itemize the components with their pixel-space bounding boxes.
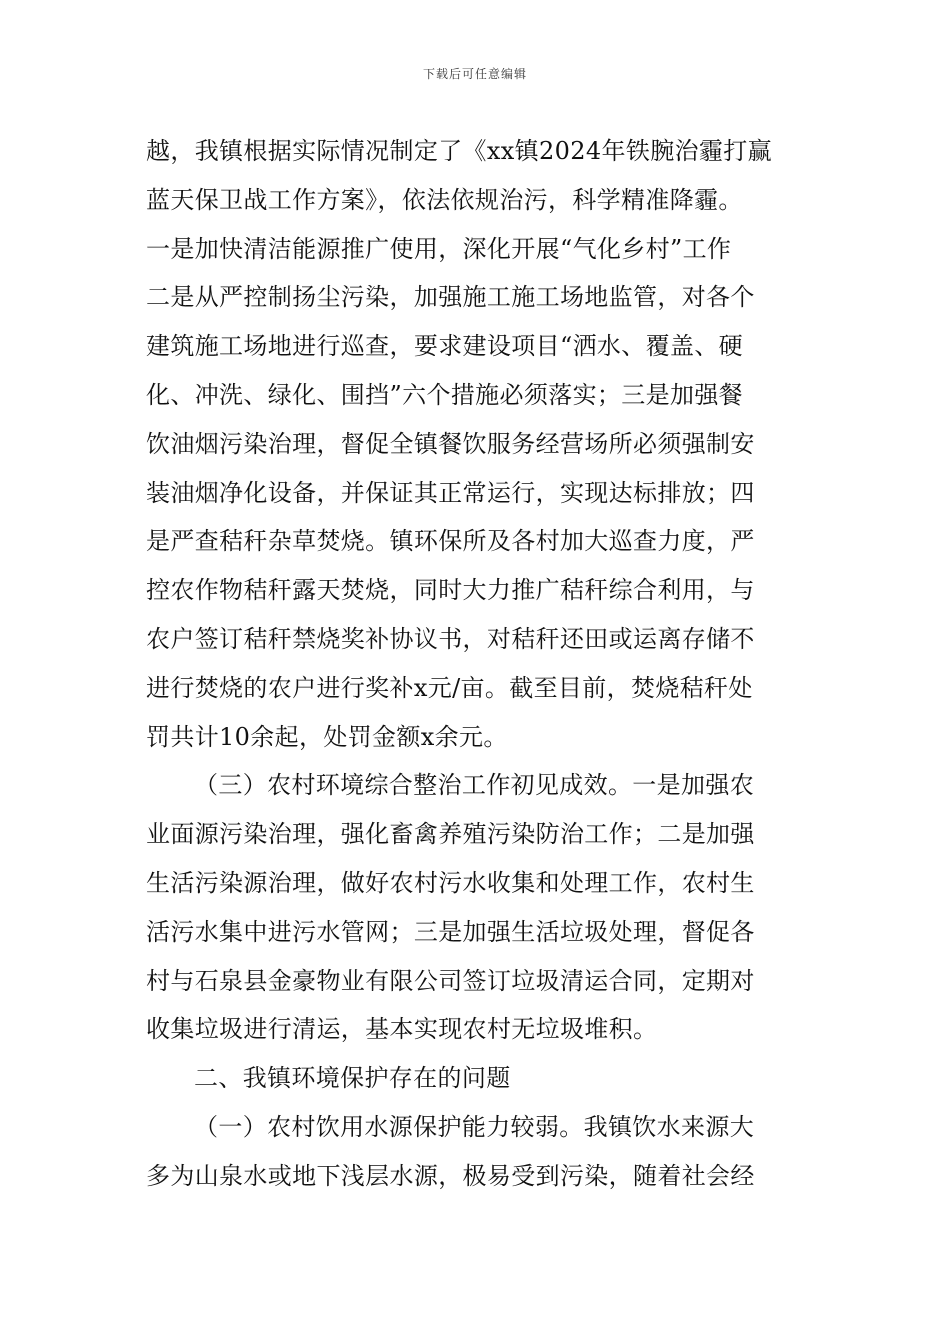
text-line: 蓝天保卫战工作方案》，依法依规治污，科学精准降霾。 <box>146 185 743 214</box>
text-line: 生活污染源治理，做好农村污水收集和处理工作，农村生 <box>146 868 755 897</box>
text-line: 越，我镇根据实际情况制定了《xx镇2024年铁腕治霾打赢 <box>146 137 772 165</box>
header-note: 下载后可任意编辑 <box>422 67 527 81</box>
text-line: 装油烟净化设备，并保证其正常运行，实现达标排放；四 <box>146 478 755 507</box>
text-line: 控农作物秸秆露天焚烧，同时大力推广秸秆综合利用，与 <box>146 576 755 605</box>
text-line: 进行焚烧的农户进行奖补x元/亩。截至目前，焚烧秸秆处 <box>146 673 753 702</box>
section-heading: 二、我镇环境保护存在的问题 <box>194 1064 511 1093</box>
text-line: 活污水集中进污水管网；三是加强生活垃圾处理，督促各 <box>146 917 755 946</box>
document-body <box>146 127 808 1201</box>
text-line: 是严查秸秆杂草焚烧。镇环保所及各村加大巡查力度，严 <box>146 527 755 556</box>
text-line: 建筑施工场地进行巡查，要求建设项目“洒水、覆盖、硬 <box>146 332 744 361</box>
paragraph-heading-1: （一）农村饮用水源保护能力较弱。我镇饮水来源大 <box>194 1112 755 1141</box>
text-line: 一是加快清洁能源推广使用，深化开展“气化乡村”工作 <box>146 234 732 263</box>
text-line: 农户签订秸秆禁烧奖补协议书，对秸秆还田或运离存储不 <box>146 624 755 653</box>
text-line: 饮油烟污染治理，督促全镇餐饮服务经营场所必须强制安 <box>146 429 755 458</box>
text-line: 收集垃圾进行清运，基本实现农村无垃圾堆积。 <box>146 1015 658 1044</box>
text-line: 罚共计10余起，处罚金额x余元。 <box>146 722 508 751</box>
text-line: 多为山泉水或地下浅层水源，极易受到污染，随着社会经 <box>146 1161 755 1190</box>
paragraph-heading-3: （三）农村环境综合整治工作初见成效。一是加强农 <box>194 771 755 800</box>
text-line: 二是从严控制扬尘污染，加强施工施工场地监管，对各个 <box>146 283 755 312</box>
text-line: 化、冲洗、绿化、围挡”六个措施必须落实；三是加强餐 <box>146 380 744 409</box>
text-line: 村与石泉县金豪物业有限公司签订垃圾清运合同，定期对 <box>146 966 755 995</box>
text-line: 业面源污染治理，强化畜禽养殖污染防治工作；二是加强 <box>146 820 755 849</box>
